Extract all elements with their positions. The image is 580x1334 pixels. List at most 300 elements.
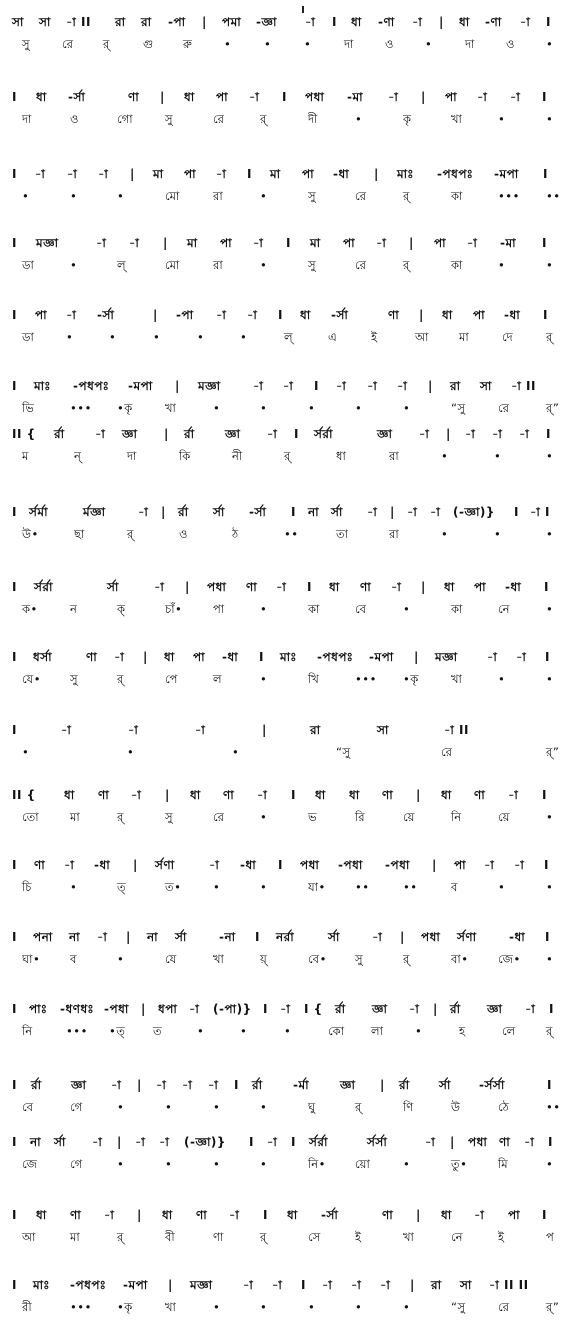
lyric-token: খা <box>165 1300 177 1314</box>
swara-token: -র্মা <box>293 1078 310 1092</box>
swara-token: মজ্ঞা <box>198 379 221 393</box>
swara-token: -া <box>376 236 387 250</box>
lyric-token: তু• <box>451 1157 468 1171</box>
lyric-token: • <box>441 449 449 463</box>
lyric-token: •কৃ <box>117 1300 133 1314</box>
swara-token: | <box>416 788 421 802</box>
swara-token: -া <box>519 427 530 441</box>
lyric-token: তা <box>336 527 349 541</box>
lyric-token: • <box>403 401 411 415</box>
swara-token: | <box>450 1135 455 1149</box>
swara-token: মা <box>153 167 164 181</box>
swara-token: -া <box>195 723 206 737</box>
notation-line <box>0 235 580 279</box>
swara-token: -া <box>66 308 77 322</box>
lyric-row <box>0 879 580 897</box>
lyric-token: • <box>498 672 506 686</box>
swara-token: র্মজ্ঞা <box>83 505 106 519</box>
swara-token: ণা <box>98 788 110 802</box>
swara-token: I <box>291 1135 296 1149</box>
swara-token: -া <box>467 236 478 250</box>
swara-token: -মপা <box>128 379 153 393</box>
lyric-token: ণা <box>213 1230 224 1244</box>
swara-token: -া <box>182 1078 193 1092</box>
swara-token: -া <box>409 1002 420 1016</box>
lyric-token: দী <box>308 112 318 126</box>
lyric-token: • <box>546 810 554 824</box>
lyric-token: র্ <box>546 1024 553 1038</box>
swara-token: ধা <box>162 1208 173 1222</box>
swara-token: | <box>380 1078 385 1092</box>
swara-token: ধা <box>441 1208 452 1222</box>
swara-token: -া <box>128 723 139 737</box>
lyric-token: খা <box>403 1230 415 1244</box>
lyric-token: ••• <box>70 1300 92 1314</box>
lyric-token: খা <box>165 401 177 415</box>
lyric-token: ই <box>498 1230 505 1244</box>
swara-token: জ্ঞা <box>122 427 138 441</box>
lyric-token: ছা <box>74 527 85 541</box>
lyric-token: রে <box>498 1300 510 1314</box>
lyric-token: • <box>117 952 125 966</box>
lyric-token: ঘু <box>308 1100 316 1114</box>
lyric-token: নে <box>451 1230 464 1244</box>
swara-token: র্রা <box>178 505 189 519</box>
swara-token: I <box>263 1208 268 1222</box>
swara-token: I <box>12 505 17 519</box>
lyric-token: • <box>355 401 363 415</box>
lyric-token: ই <box>355 1230 362 1244</box>
lyric-token: “সু <box>451 1300 466 1314</box>
swara-token: সা <box>12 15 24 29</box>
swara-token: ণা <box>246 580 258 594</box>
swara-token: ণা <box>86 650 98 664</box>
notation-line <box>0 1001 580 1045</box>
swara-token: পাঃ <box>29 1002 48 1016</box>
lyric-token: র্” <box>546 745 560 759</box>
swara-token: জ্ঞা <box>340 1078 356 1092</box>
swara-token: -ণা <box>485 15 502 29</box>
lyric-token: “সু <box>451 401 466 415</box>
swara-token: -া <box>216 167 227 181</box>
lyric-token: • <box>546 37 554 51</box>
lyric-token: কি <box>179 449 191 463</box>
swara-token: -ধা <box>222 650 239 664</box>
notation-line <box>0 1277 580 1321</box>
swara-token: মাঃ <box>280 650 298 664</box>
lyric-token: • <box>66 330 74 344</box>
swara-token: ণা <box>34 858 46 872</box>
swara-token: -া <box>267 1135 278 1149</box>
swara-token: র্সা <box>331 505 343 519</box>
swara-token: মাঃ <box>33 1278 51 1292</box>
swara-token: মা <box>310 236 321 250</box>
swara-token: -া <box>135 1135 146 1149</box>
swara-token: I <box>12 308 17 322</box>
lyric-token: • <box>260 258 268 272</box>
lyric-token: মো <box>165 258 180 272</box>
lyric-token: ল্ <box>284 330 294 344</box>
lyric-token: • <box>213 880 221 894</box>
swara-token: I <box>543 308 548 322</box>
lyric-token: র্ <box>284 449 291 463</box>
lyric-token: র্ <box>403 258 410 272</box>
lyric-token: • <box>546 527 554 541</box>
lyric-token: ত <box>153 1024 163 1038</box>
swara-token: I { <box>304 1002 323 1016</box>
swara-token: I <box>542 788 547 802</box>
swara-token: ধা <box>459 15 470 29</box>
swara-token: I <box>12 1078 17 1092</box>
swara-token: | <box>414 650 419 664</box>
lyric-token: কো <box>328 1024 345 1038</box>
lyric-token: • <box>546 258 554 272</box>
swara-token: I <box>282 90 287 104</box>
lyric-token: • <box>546 602 554 616</box>
swara-token: I <box>301 1278 306 1292</box>
swara-token: ণা <box>70 1208 82 1222</box>
swara-token: (-পা)} <box>213 1002 252 1016</box>
swara-token: -া <box>209 858 220 872</box>
swara-token: | <box>163 236 168 250</box>
swara-token: ধা <box>300 308 311 322</box>
swara-token: | <box>137 1078 142 1092</box>
lyric-token: র্” <box>546 1300 560 1314</box>
lyric-token: র্ <box>260 112 267 126</box>
lyric-token: রি <box>355 810 366 824</box>
swara-token: র্সর্সা <box>367 1135 388 1149</box>
lyric-token: কা <box>451 602 463 616</box>
lyric-token: উ• <box>22 527 39 541</box>
swara-token: I <box>307 580 312 594</box>
swara-token: I <box>12 1135 17 1149</box>
lyric-token: খা <box>213 952 225 966</box>
swara-token: -া <box>508 788 519 802</box>
swara-token: -পধপঃ <box>70 1278 107 1292</box>
lyric-token: চাঁ• <box>165 602 183 616</box>
lyric-token: •কৃ <box>117 401 133 415</box>
swara-token: -র্সা <box>331 308 349 322</box>
swara-token: -পধা <box>338 858 363 872</box>
swara-token: -পা <box>176 308 194 322</box>
lyric-token: • <box>165 1157 173 1171</box>
lyric-token: বে• <box>308 952 327 966</box>
lyric-token: • <box>546 449 554 463</box>
lyric-token: ণি <box>403 1100 414 1114</box>
swara-token: -ধা <box>94 858 111 872</box>
lyric-token: রে <box>355 189 367 203</box>
swara-token: ধা <box>441 788 452 802</box>
swara-token: -া <box>388 90 399 104</box>
swara-token: -া <box>510 90 521 104</box>
notation-line <box>0 166 580 210</box>
swara-token: | <box>446 427 451 441</box>
swara-token: I <box>12 236 17 250</box>
swara-token: | <box>421 580 426 594</box>
lyric-token: • <box>260 1157 268 1171</box>
notation-line <box>0 504 580 548</box>
lyric-token: সে <box>308 1230 321 1244</box>
lyric-token: “সু <box>336 745 351 759</box>
swara-token: র্সণা <box>457 930 477 944</box>
swara-token: পধা <box>300 858 320 872</box>
swara-token: | <box>432 858 437 872</box>
lyric-token: গে <box>70 1100 83 1114</box>
lyric-token: গো <box>117 112 134 126</box>
swara-token: I <box>286 236 291 250</box>
swara-token: র্রা <box>335 1002 346 1016</box>
swara-token: -ধা <box>333 167 350 181</box>
lyric-token: • <box>240 330 248 344</box>
lyric-token: • <box>70 258 78 272</box>
lyric-row <box>0 448 580 466</box>
swara-token: I <box>234 1078 239 1092</box>
lyric-token: পে <box>165 672 178 686</box>
lyric-row <box>0 1023 580 1041</box>
swara-token: -া <box>477 90 488 104</box>
swara-token: রা <box>450 379 461 393</box>
swara-token: ণা <box>223 788 235 802</box>
swara-token: -া <box>336 379 347 393</box>
swara-token: I <box>544 858 549 872</box>
lyric-token: রে <box>498 401 510 415</box>
lyric-token: • <box>240 1024 248 1038</box>
notation-line <box>0 426 580 470</box>
swara-token: -া <box>64 858 75 872</box>
lyric-token: রা <box>213 258 224 272</box>
lyric-token: ম <box>22 449 29 463</box>
notation-line <box>0 579 580 623</box>
swara-token: -া <box>104 1208 115 1222</box>
lyric-token: • <box>117 1100 125 1114</box>
swara-token: -া II II <box>489 1278 529 1292</box>
swara-token: সা <box>377 723 389 737</box>
lyric-token: রা <box>389 449 400 463</box>
lyric-token: মি <box>498 1157 509 1171</box>
swara-token: -মপা <box>494 167 519 181</box>
swara-token: ধা <box>442 308 453 322</box>
swara-token: -া <box>159 1135 170 1149</box>
lyric-token: জে <box>22 1157 38 1171</box>
swara-token: ণা <box>388 308 400 322</box>
swara-token: -া <box>492 427 503 441</box>
swara-token: -া <box>114 650 125 664</box>
swara-token: -া II <box>444 723 469 737</box>
swara-token: র্সর্মা <box>29 505 49 519</box>
lyric-token: র্ <box>403 952 410 966</box>
notation-line <box>0 929 580 973</box>
swara-token: | <box>185 580 190 594</box>
swara-token: (-জ্ঞা)} <box>453 505 495 519</box>
lyric-token: • <box>260 672 268 686</box>
swara-token: ণা <box>360 580 372 594</box>
swara-token: মাঃ <box>34 379 52 393</box>
lyric-token: বী <box>165 1230 176 1244</box>
swara-token: -র্সা <box>68 90 86 104</box>
swara-token: -র্সর্সা <box>479 1078 505 1092</box>
swara-row <box>0 235 580 253</box>
swara-token: পা <box>184 167 197 181</box>
notation-line <box>0 1207 580 1251</box>
swara-row <box>0 166 580 184</box>
lyric-row <box>0 671 580 689</box>
lyric-token: • <box>403 1157 411 1171</box>
lyric-token: • <box>213 401 221 415</box>
swara-token: I <box>291 505 296 519</box>
swara-token: I <box>12 1208 17 1222</box>
lyric-token: • <box>425 37 433 51</box>
lyric-token: লে <box>502 1024 516 1038</box>
swara-token: | <box>410 1278 415 1292</box>
lyric-token: • <box>213 1300 221 1314</box>
swara-token: র্সা <box>54 1135 66 1149</box>
swara-token: রা <box>141 15 152 29</box>
swara-token: -পধপঃ <box>437 167 474 181</box>
lyric-token: • <box>546 112 554 126</box>
lyric-token: ধা <box>336 449 347 463</box>
swara-token: -মপা <box>369 650 394 664</box>
swara-token: র্রা <box>54 427 65 441</box>
lyric-token: তো <box>22 810 40 824</box>
swara-token: পা <box>434 236 447 250</box>
swara-token: -া <box>407 505 418 519</box>
swara-token: -া II <box>66 15 91 29</box>
swara-token: I <box>263 1002 268 1016</box>
lyric-token: গে <box>70 1157 83 1171</box>
swara-token: রা <box>115 15 126 29</box>
lyric-token: •• <box>403 880 418 894</box>
swara-token: -া <box>92 1135 103 1149</box>
lyric-token: • <box>546 952 554 966</box>
lyric-token: ক• <box>22 602 38 616</box>
swara-token: | <box>143 650 148 664</box>
swara-token: | <box>117 1135 122 1149</box>
lyric-token: ল্ <box>117 258 127 272</box>
swara-token: মা <box>187 236 198 250</box>
swara-token: পা <box>454 858 467 872</box>
lyric-token: মা <box>70 810 81 824</box>
lyric-token: •• <box>546 1100 561 1114</box>
lyric-token: • <box>264 37 272 51</box>
swara-token: -র্সা <box>321 1208 339 1222</box>
swara-token: পা <box>302 167 315 181</box>
notation-line <box>0 378 580 422</box>
swara-token: I <box>542 1208 547 1222</box>
swara-token: না <box>308 505 320 519</box>
swara-token: ণা <box>382 788 394 802</box>
lyric-token: ভ <box>308 810 318 824</box>
swara-token: পমা <box>222 15 242 29</box>
lyric-token: ন <box>70 602 78 616</box>
swara-token: | <box>428 379 433 393</box>
lyric-token: মা <box>459 330 470 344</box>
lyric-token: র্ <box>117 672 124 686</box>
lyric-token: নি• <box>308 1157 326 1171</box>
swara-token: -ধণধঃ <box>60 1002 95 1016</box>
lyric-row <box>0 329 580 347</box>
lyric-token: র্ <box>355 1100 362 1114</box>
swara-token: র্সর্রা <box>314 427 334 441</box>
swara-token: -া <box>524 1135 535 1149</box>
lyric-token: নে <box>498 602 511 616</box>
swara-token: I <box>291 788 296 802</box>
notation-line <box>0 649 580 693</box>
lyric-token: যে• <box>22 672 42 686</box>
lyric-token: •কৃ <box>403 672 419 686</box>
swara-token: পা <box>193 650 206 664</box>
swara-token: -া <box>129 236 140 250</box>
swara-token: জ্ঞা <box>377 427 393 441</box>
swara-token: -া <box>412 15 423 29</box>
lyric-token: ডা <box>22 330 35 344</box>
swara-token: -ণা <box>378 15 395 29</box>
swara-token: -া <box>154 580 165 594</box>
notation-line <box>0 787 580 831</box>
lyric-token: • <box>308 401 316 415</box>
lyric-token: ও <box>70 112 79 126</box>
lyric-token: • <box>355 1300 363 1314</box>
swara-token: -া <box>98 167 109 181</box>
lyric-token: র্” <box>546 401 560 415</box>
swara-token: -া <box>267 427 278 441</box>
lyric-token: ডা <box>22 258 35 272</box>
lyric-token: • <box>498 112 506 126</box>
swara-token: ধর্সা <box>33 650 53 664</box>
lyric-token: হ <box>459 1024 466 1038</box>
swara-token: -া <box>525 1002 536 1016</box>
swara-token: | <box>175 379 180 393</box>
lyric-token: বে <box>355 602 367 616</box>
swara-token: র্সণা <box>155 858 175 872</box>
swara-token: -া <box>484 858 495 872</box>
lyric-token: মো <box>165 189 180 203</box>
lyric-token: • <box>22 745 30 759</box>
swara-token: ধা <box>315 788 326 802</box>
lyric-token: গু <box>143 37 154 51</box>
lyric-token: খা <box>451 112 463 126</box>
lyric-token: •• <box>284 527 299 541</box>
swara-token: I <box>544 580 549 594</box>
swara-row <box>0 722 580 740</box>
lyric-row <box>0 257 580 275</box>
swara-token: -া <box>397 379 408 393</box>
lyric-token: • <box>304 37 312 51</box>
notation-line <box>0 89 580 133</box>
lyric-row <box>0 36 580 54</box>
lyric-token: • <box>284 1024 292 1038</box>
notation-line <box>0 722 580 766</box>
swara-token: -া <box>516 650 527 664</box>
lyric-row <box>0 526 580 544</box>
swara-token: -ধা <box>509 930 526 944</box>
lyric-token: খি <box>308 672 320 686</box>
lyric-token: • <box>153 330 161 344</box>
swara-row <box>0 426 580 444</box>
swara-row <box>0 1077 580 1095</box>
swara-token: -া <box>425 1135 436 1149</box>
swara-token: I <box>314 379 319 393</box>
swara-token: | <box>202 15 207 29</box>
swara-token: ধা <box>36 90 47 104</box>
notation-line <box>0 307 580 351</box>
lyric-token: ল <box>213 672 223 686</box>
swara-token: র্রা <box>252 1078 263 1092</box>
swara-token: পা <box>216 90 229 104</box>
swara-token: I <box>12 580 17 594</box>
swara-token: -া I <box>530 505 551 519</box>
lyric-row <box>0 188 580 206</box>
swara-token: -া <box>216 308 227 322</box>
